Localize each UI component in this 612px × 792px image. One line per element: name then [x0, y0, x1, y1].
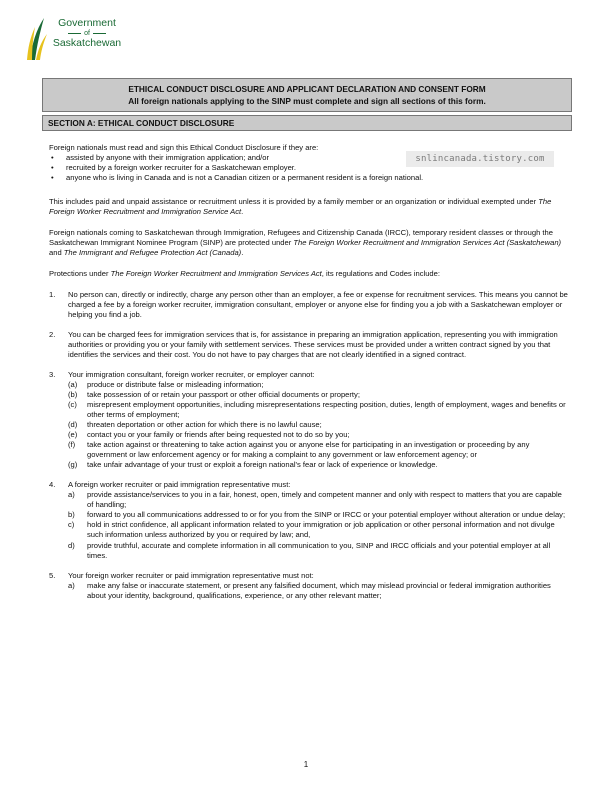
sub-item: (c) misrepresent employment opportunities, including misrepresentations respecting position, duties, length of employment, wages and benefits or other terms of employment; [68, 400, 566, 420]
sub-item: (g) take unfair advantage of your trust or exploit a foreign national's fear or lack of experience or knowledge. [68, 460, 438, 470]
sub-item: (a) produce or distribute false or misleading information; [68, 380, 264, 390]
bullet-icon: • [51, 163, 54, 173]
list-item: • recruited by a foreign worker recruiter for a Saskatchewan employer. [51, 163, 297, 173]
protection-item-5: 5. Your foreign worker recruiter or paid immigration representative must not: a) make any false or inaccurate statement, or present any falsified document, which may mislead provincial or federal immigration authorities about your identity, background, qualifications, experience, or any other relevant matter; [49, 571, 569, 601]
sub-item: (b) take possession of or retain your passport or other official documents or property; [68, 390, 360, 400]
sub-item: (d) threaten deportation or other action for which there is no lawful cause; [68, 420, 322, 430]
protection-item-2: 2. You can be charged fees for immigration services that is, for assistance in preparing an immigration application, representing you with immigration authorities or providing you or your family with settlement services. These services must be provided under a written contract signed by you that identifies the services and their cost. You do not have to pay charges that are not clearly identified in a signed contract. [49, 330, 558, 360]
section-a-header: SECTION A: ETHICAL CONDUCT DISCLOSURE [42, 115, 572, 131]
sub-item: c) hold in strict confidence, all applicant information related to your immigration or job application or other personal information and not divulge such information unless authorized by you or required by law; and, [68, 520, 555, 540]
bullet-icon: • [51, 153, 54, 163]
sub-item: a) make any false or inaccurate statement, or present any falsified document, which may mislead provincial or federal immigration authorities about your identity, background, qualifications, experience, or any other relevant matter; [68, 580, 551, 600]
form-subtitle: All foreign nationals applying to the SINP must complete and sign all sections of this form. [128, 96, 486, 106]
form-title: ETHICAL CONDUCT DISCLOSURE AND APPLICANT DECLARATION AND CONSENT FORM [128, 83, 486, 94]
sub-item: (e) contact you or your family or friends after being requested not to do so by you; [68, 430, 350, 440]
sub-item: (f) take action against or threatening to take action against you or anyone else for participating in an investigation or proceeding by any government or law enforcement agency or for making a complaint to any government or law enforcement agency; or [68, 440, 530, 460]
logo-of: of [47, 29, 127, 38]
wheat-sheaf-icon [26, 14, 48, 62]
saskatchewan-logo [26, 14, 136, 64]
sub-item: b) forward to you all communications addressed to or for you from the SINP or IRCC or your potential employer without alteration or undue delay; [68, 510, 566, 520]
paragraph-paid-assistance: This includes paid and unpaid assistance or recruitment unless it is provided by a family member or an organization or individual exempted under The Foreign Worker Recruitment and Immigration Service Act. [49, 197, 552, 217]
document-body [49, 143, 569, 601]
paragraph-protection: Foreign nationals coming to Saskatchewan through Immigration, Refugees and Citizenship Canada (IRCC), temporary resident classes or through the Saskatchewan Immigrant Nominee Program (SINP) are protected under The Foreign Worker Recruitment and Immigration Services Act (Saskatchewan) and The Immigrant and Refugee Protection Act (Canada). [49, 228, 562, 258]
protection-item-3: 3. Your immigration consultant, foreign worker recruiter, or employer cannot: (a) produce or distribute false or misleading information; (b) take possession of or retain your passport or other official documents or property; (c) misrepresent employment opportunities, including misrepresentations respecting position, duties, length of employment, wages and benefits or other terms of employment; (d) threaten deportation or other action for which there is no lawful cause; (e) contact you or your family or friends after being requested not to do so by you; (f) take action against or threatening to take action against you or anyone else for participating in an investigation or proceeding by any government or law enforcement agency or for making a complaint to any government or law enforcement agency; or (g) take unfair advantage of your trust or exploit a foreign national's fear or lack of experience or knowledge. [49, 370, 569, 470]
logo-government: Government [58, 17, 116, 29]
paragraph-protections-intro: Protections under The Foreign Worker Recruitment and Immigration Services Act, its regulations and Codes include: [49, 269, 440, 279]
list-item: • assisted by anyone with their immigration application; and/or [51, 153, 270, 163]
logo-saskatchewan: Saskatchewan [52, 37, 122, 50]
protection-item-1: 1. No person can, directly or indirectly, charge any person other than an employer, a fee or expense for recruitment services. This means you cannot be charged a fee by a foreign worker recruiter, immigration consultant, employer or anyone else for finding you a job with a Saskatchewan employer or helping you find a job. [49, 290, 568, 320]
watermark: snlincanada.tistory.com [406, 151, 554, 167]
protection-item-4: 4. A foreign worker recruiter or paid immigration representative must: a) provide assistance/services to you in a fair, honest, open, timely and competent manner and only with respect to matters that you are capable of handling; b) forward to you all communications addressed to or for you from the SINP or IRCC or your potential employer without alteration or undue delay; c) hold in strict confidence, all applicant information related to your immigration or job application or other personal information and not divulge such information unless authorized by you or required by law; and, d) provide truthful, accurate and complete information in all communication to you, SINP and IRCC officials and your potential employer at all times. [49, 480, 569, 560]
bullet-icon: • [51, 173, 54, 183]
intro-text: Foreign nationals must read and sign this Ethical Conduct Disclosure if they are: [49, 143, 319, 152]
list-item: • anyone who is living in Canada and is not a Canadian citizen or a permanent resident is a foreign national. [51, 173, 424, 183]
sub-item: d) provide truthful, accurate and complete information in all communication to you, SINP and IRCC officials and your potential employer at all times. [68, 540, 551, 560]
page-number: 1 [303, 760, 309, 769]
sub-item: a) provide assistance/services to you in a fair, honest, open, timely and competent manner and only with respect to matters that you are capable of handling; [68, 490, 562, 510]
form-title-banner [42, 78, 572, 112]
